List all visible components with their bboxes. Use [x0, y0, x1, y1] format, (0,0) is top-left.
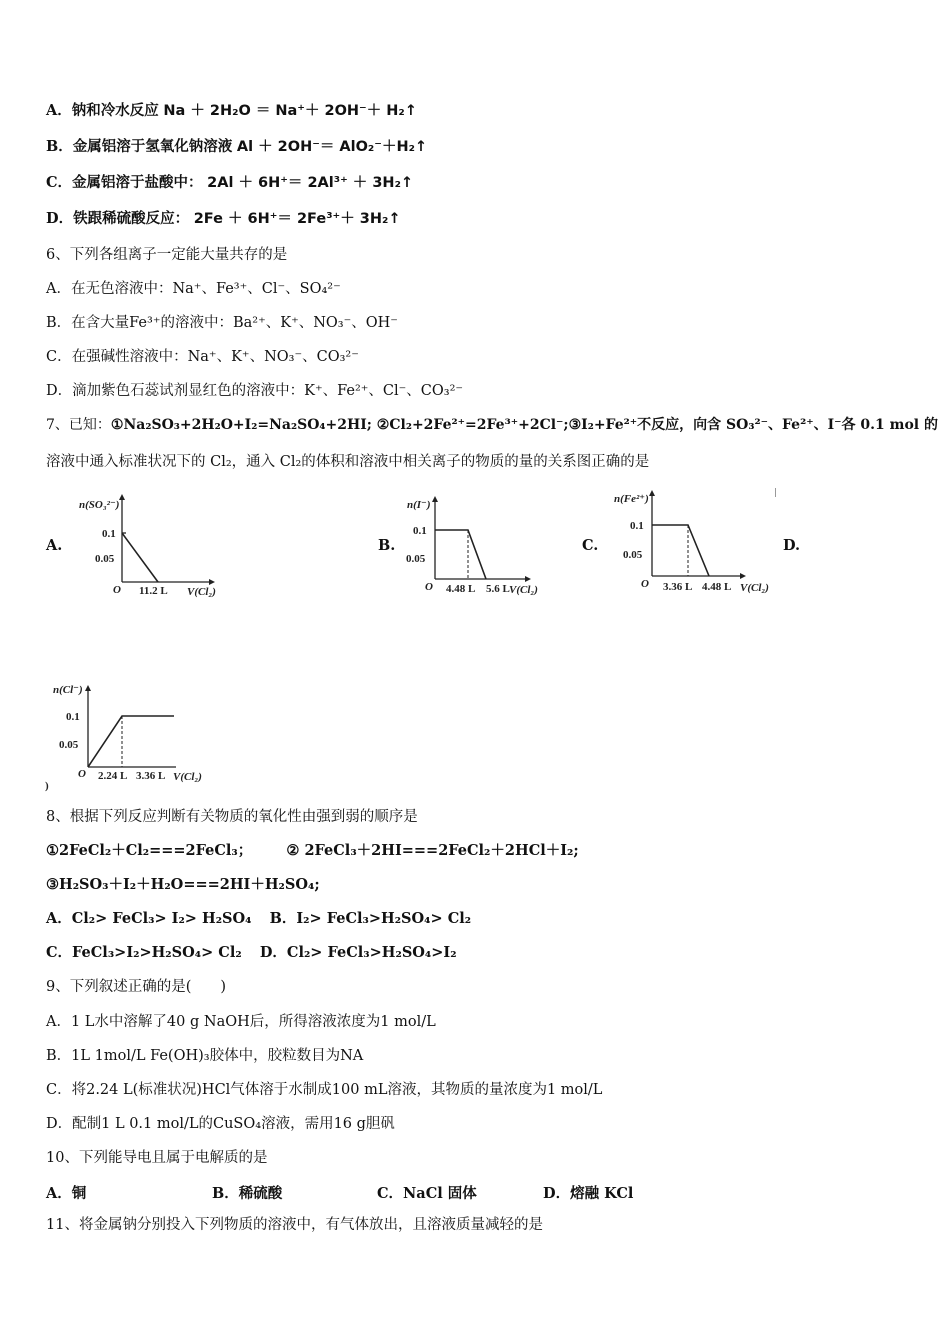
- q7-graph-d: [40, 677, 220, 792]
- tick-label-0-1: 0.1: [102, 528, 116, 540]
- q7-label-d: D.: [783, 537, 801, 554]
- tick-label-0-05: 0.05: [59, 739, 79, 751]
- origin-label: O: [78, 768, 86, 780]
- q5-option-a-prefix: A．钠和冷水反应: [46, 102, 159, 119]
- y-axis-label: n(SO₃²⁻): [79, 499, 120, 511]
- q5-option-c-equation: 2Al ＋ 6H⁺＝ 2Al³⁺ ＋ 3H₂↑: [207, 175, 414, 191]
- q6-option-c: C．在强碱性溶液中：Na⁺、K⁺、NO₃⁻、CO₃²⁻: [46, 349, 359, 365]
- q7-graph-a: [75, 492, 235, 602]
- origin-label: O: [425, 581, 433, 593]
- tick-label-0-05: 0.05: [95, 553, 115, 565]
- q8-option-c: C．FeCl₃>I₂>H₂SO₄> Cl₂: [46, 944, 242, 961]
- origin-label: O: [641, 578, 649, 590]
- tick-label-x1: 11.2 L: [139, 585, 168, 597]
- q8-options-cd: [46, 943, 457, 963]
- q5-option-b-prefix: B．金属铝溶于氢氧化钠溶液: [46, 138, 233, 155]
- y-axis-arrow: [649, 490, 655, 496]
- tick-label-0-1: 0.1: [66, 711, 80, 723]
- q6-option-b: B．在含大量Fe³⁺的溶液中：Ba²⁺、K⁺、NO₃⁻、OH⁻: [46, 315, 398, 331]
- y-axis-label: n(Fe²⁺): [614, 493, 649, 505]
- y-axis-arrow: [85, 685, 91, 691]
- series-line: [122, 533, 158, 582]
- corner-mark: ): [45, 780, 49, 792]
- q9-option-d: D．配制1 L 0.1 mol/L的CuSO₄溶液，需用16 g胆矾: [46, 1116, 395, 1132]
- q6-option-a: A．在无色溶液中：Na⁺、Fe³⁺、Cl⁻、SO₄²⁻: [46, 281, 341, 297]
- origin-label: O: [113, 584, 121, 596]
- q8-stem: 8、根据下列反应判断有关物质的氧化性由强到弱的顺序是: [46, 809, 418, 825]
- x-axis-label: V(Cl₂): [173, 771, 202, 783]
- x-axis-label: V(Cl₂): [740, 582, 769, 594]
- tick-label-x1: 2.24 L: [98, 770, 128, 782]
- q5-option-c: [46, 173, 413, 193]
- q8-option-d: D．Cl₂> FeCl₃>H₂SO₄>I₂: [259, 944, 457, 961]
- series-line: [88, 716, 174, 767]
- q7-label-a: A.: [46, 537, 63, 554]
- tick-label-0-05: 0.05: [623, 549, 643, 561]
- q7-graph-b: [405, 492, 565, 602]
- q5-option-d-prefix: D．铁跟稀硫酸反应：: [46, 210, 190, 227]
- q7-number: 7、已知：: [46, 417, 111, 433]
- q10-option-b: B．稀硫酸: [212, 1185, 283, 1202]
- q10-option-d: D．熔融 KCl: [543, 1185, 634, 1202]
- q8-option-b: B．I₂> FeCl₃>H₂SO₄> Cl₂: [269, 910, 472, 927]
- q6-stem: 6、下列各组离子一定能大量共存的是: [46, 247, 288, 263]
- tick-label-x1: 3.36 L: [663, 581, 693, 593]
- q10-stem: 10、下列能导电且属于电解质的是: [46, 1150, 268, 1166]
- q7-stem-line2: 溶液中通入标准状况下的 Cl₂，通入 Cl₂的体积和溶液中相关离子的物质的量的关系图正确的是: [46, 454, 650, 470]
- tick-label-x2: 5.6 L: [486, 583, 510, 595]
- tick-label-0-1: 0.1: [630, 520, 644, 532]
- q8-reaction-2: ② 2FeCl₃＋2HI===2FeCl₂＋2HCl＋I₂;: [286, 842, 579, 859]
- q8-reactions-1-2: [46, 841, 579, 861]
- q9-option-b: B．1L 1mol/L Fe(OH)₃胶体中，胶粒数目为NA: [46, 1048, 364, 1064]
- q10-option-c: C．NaCl 固体: [377, 1185, 477, 1202]
- q8-option-a: A．Cl₂> FeCl₃> I₂> H₂SO₄: [46, 910, 252, 927]
- series-line: [652, 525, 709, 576]
- q9-option-c: C．将2.24 L(标准状况)HCl气体溶于水制成100 mL溶液，其物质的量浓度为1 mol/L: [46, 1082, 603, 1098]
- q5-option-d: [46, 209, 400, 229]
- q8-options-ab: [46, 909, 471, 929]
- q9-stem: 9、下列叙述正确的是( ): [46, 979, 227, 995]
- q11-stem: 11、将金属钠分别投入下列物质的溶液中，有气体放出，且溶液质量减轻的是: [46, 1217, 543, 1233]
- q5-option-d-equation: 2Fe ＋ 6H⁺＝ 2Fe³⁺＋ 3H₂↑: [193, 211, 401, 227]
- q7-label-b: B.: [378, 537, 396, 554]
- q7-stem-line1: [46, 415, 938, 435]
- y-axis-arrow: [119, 494, 125, 500]
- y-axis-arrow: [432, 496, 438, 502]
- q7-label-c: C.: [582, 537, 599, 554]
- tick-label-0-05: 0.05: [406, 553, 426, 565]
- tick-label-x2: 4.48 L: [702, 581, 732, 593]
- q7-reactions: ①Na₂SO₃+2H₂O+I₂=Na₂SO₄+2HI; ②Cl₂+2Fe²⁺=2Fe³⁺+2Cl⁻;③I₂+Fe²⁺不反应，向含 SO₃²⁻、Fe²⁺、I⁻各 0.1 mol 的: [110, 417, 938, 433]
- q8-reaction-3: ③H₂SO₃＋I₂＋H₂O===2HI＋H₂SO₄;: [46, 876, 320, 893]
- q6-option-d: D．滴加紫色石蕊试剂显红色的溶液中：K⁺、Fe²⁺、Cl⁻、CO₃²⁻: [46, 383, 464, 399]
- q5-option-b-equation: Al ＋ 2OH⁻＝ AlO₂⁻＋H₂↑: [236, 139, 428, 155]
- q5-option-a: [46, 101, 417, 121]
- x-axis-label: V(Cl₂): [187, 586, 216, 598]
- y-axis-label: n(I⁻): [407, 499, 431, 511]
- tick-label-x2: 3.36 L: [136, 770, 166, 782]
- q10-option-a: A．铜: [46, 1185, 87, 1202]
- q9-option-a: A．1 L水中溶解了40 g NaOH后，所得溶液浓度为1 mol/L: [46, 1014, 436, 1030]
- x-axis-label: V(Cl₂): [509, 584, 538, 596]
- y-axis-label: n(Cl⁻): [53, 684, 83, 696]
- series-line: [435, 530, 486, 579]
- x-axis-arrow: [525, 576, 531, 582]
- x-axis-arrow: [209, 579, 215, 585]
- x-axis-arrow: [740, 573, 746, 579]
- q5-option-b: [46, 137, 427, 157]
- q5-option-c-prefix: C．金属铝溶于盐酸中：: [46, 174, 203, 191]
- q8-reaction-1: ①2FeCl₂＋Cl₂===2FeCl₃；: [46, 842, 253, 859]
- q7-graph-c: [612, 486, 782, 596]
- tick-label-x1: 4.48 L: [446, 583, 476, 595]
- q5-option-a-equation: Na ＋ 2H₂O ＝ Na⁺＋ 2OH⁻＋ H₂↑: [163, 103, 417, 119]
- tick-label-0-1: 0.1: [413, 525, 427, 537]
